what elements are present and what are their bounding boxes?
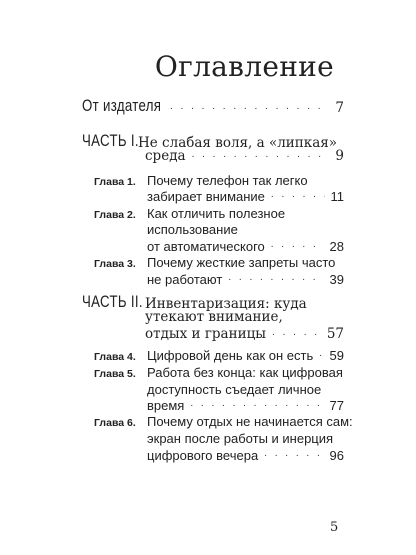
part-heading-line	[145, 326, 344, 342]
dot-leader	[271, 190, 325, 200]
part-label: ЧАСТЬ II.	[82, 292, 143, 311]
part-label: ЧАСТЬ I.	[82, 131, 139, 150]
chapter-title-line: Работа без конца: как цифровая	[147, 365, 343, 380]
chapter-label: Глава 1.	[94, 176, 136, 188]
chapter-line	[94, 206, 285, 221]
page-title: Оглавление	[154, 50, 334, 83]
chapter-line	[94, 414, 353, 429]
chapter-title-line: экран после работы и инерция	[147, 431, 334, 446]
dot-leader	[192, 150, 330, 160]
chapter-label: Глава 5.	[94, 368, 136, 380]
dot-leader	[170, 102, 329, 112]
chapter-title-line: использование	[147, 222, 238, 237]
part-title-line: Не слабая воля, а «липкая»	[138, 135, 338, 151]
chapter-line	[147, 239, 344, 254]
chapter-title-line: Почему жесткие запреты часто	[147, 255, 336, 270]
chapter-line	[147, 398, 344, 413]
chapter-title-line: время	[147, 398, 185, 413]
part-title-line: среда	[145, 148, 186, 164]
page-number: 5	[330, 520, 339, 535]
toc-entry-label: От издателя	[82, 96, 162, 115]
toc-entry-page: 28	[329, 239, 344, 254]
chapter-label: Глава 6.	[94, 417, 136, 429]
dot-leader	[271, 240, 324, 250]
chapter-label: Глава 3.	[94, 258, 136, 270]
chapter-line	[94, 348, 344, 363]
chapter-line	[94, 173, 308, 188]
chapter-title-line: не работают	[147, 272, 223, 287]
part-heading-line	[145, 148, 344, 164]
dot-leader	[190, 399, 323, 409]
toc-entry-page: 11	[330, 189, 344, 204]
chapter-line	[147, 448, 344, 463]
part-title-line: Инвентаризация: куда	[145, 296, 307, 312]
chapter-line	[147, 272, 344, 287]
chapter-line	[147, 222, 238, 237]
part-heading-line	[145, 309, 283, 325]
dot-leader	[319, 349, 323, 359]
part-title-line: отдых и границы	[145, 326, 267, 342]
chapter-label: Глава 2.	[94, 209, 136, 221]
chapter-line	[147, 382, 321, 397]
toc-entry-page: 57	[326, 326, 344, 342]
chapter-line	[94, 365, 343, 380]
chapter-title-line: от автоматического	[147, 239, 265, 254]
chapter-title-line: Как отличить полезное	[147, 206, 286, 221]
chapter-label: Глава 4.	[94, 351, 136, 363]
dot-leader	[272, 328, 321, 338]
chapter-line	[147, 189, 344, 204]
chapter-title-line: цифрового вечера	[147, 448, 259, 463]
chapter-title-line: Цифровой день как он есть	[147, 348, 314, 363]
toc-entry-page: 59	[329, 348, 344, 363]
toc-entry-page: 96	[329, 448, 344, 463]
dot-leader	[228, 273, 323, 283]
dot-leader	[264, 449, 323, 459]
chapter-title-line: Почему телефон так легко	[147, 173, 308, 188]
chapter-line	[94, 255, 335, 270]
toc-entry-page: 39	[329, 272, 344, 287]
toc-entry-publisher[interactable]	[82, 96, 344, 116]
toc-entry-page: 77	[329, 398, 344, 413]
chapter-title-line: Почему отдых не начинается сам:	[147, 414, 353, 429]
toc-entry-page: 7	[335, 100, 344, 116]
part-title-line: утекают внимание,	[145, 309, 283, 325]
chapter-title-line: доступность съедает личное	[147, 382, 322, 397]
chapter-title-line: забирает внимание	[147, 189, 265, 204]
toc-entry-page: 9	[335, 148, 344, 164]
chapter-line	[147, 431, 333, 446]
